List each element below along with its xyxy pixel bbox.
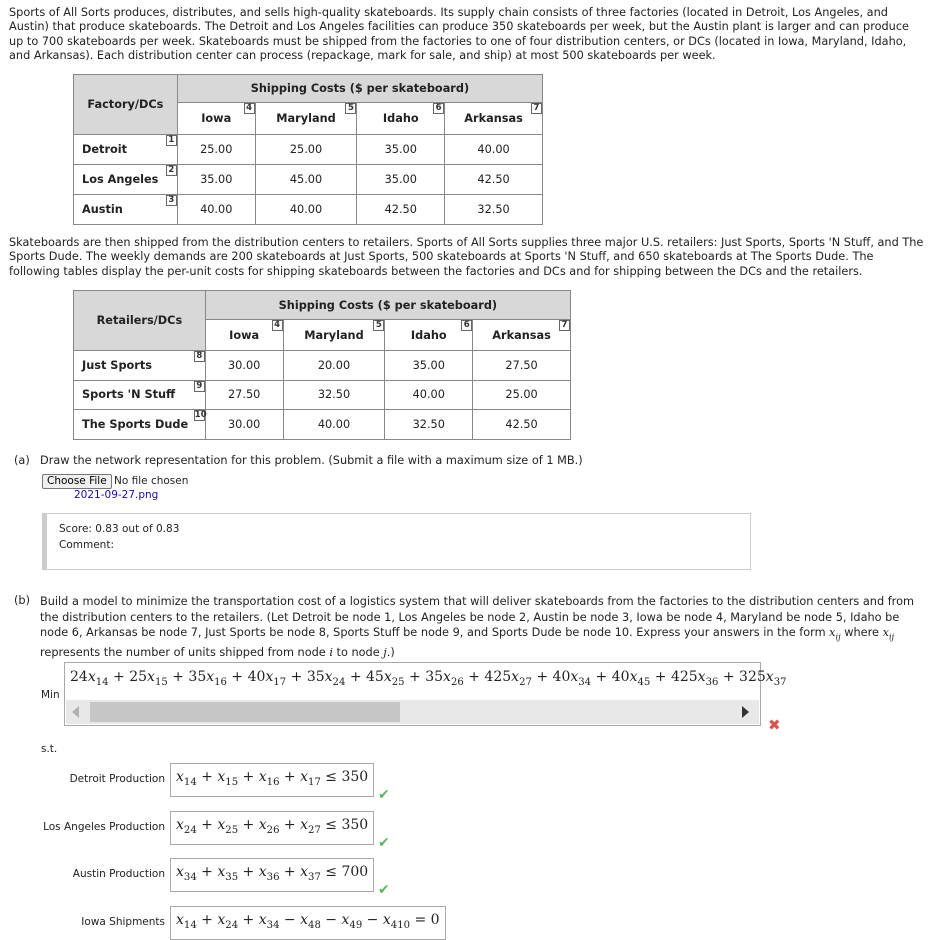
score-text: Score: 0.83 out of 0.83 xyxy=(59,523,180,535)
table2-cell: 32.50 xyxy=(385,410,473,440)
constraint-label: Los Angeles Production xyxy=(43,821,165,833)
scroll-thumb[interactable] xyxy=(90,702,400,722)
scroll-left-icon[interactable] xyxy=(72,706,79,718)
factory-dc-cost-table xyxy=(73,74,543,225)
table1-row-node-number: 3 xyxy=(166,195,177,206)
constraint-label: Austin Production xyxy=(72,868,165,880)
table2-row-node-number: 8 xyxy=(194,351,205,362)
table1-cell: 45.00 xyxy=(255,165,357,195)
table1-col-arkansas: Arkansas 7 xyxy=(445,103,543,135)
plus-operator: + xyxy=(286,669,307,685)
table2-cell: 27.50 xyxy=(205,380,283,410)
min-label: Min xyxy=(41,689,60,701)
table1-col-iowa: Iowa 4 xyxy=(177,103,255,135)
plus-operator: + xyxy=(531,669,553,685)
table1-cell: 25.00 xyxy=(255,135,357,165)
objective-term: $40x_{34}$ xyxy=(552,669,592,688)
objective-term: $325x_{37}$ xyxy=(739,669,787,688)
table1-cell: 35.00 xyxy=(357,135,445,165)
objective-expression xyxy=(70,669,787,688)
table2-cell: 40.00 xyxy=(385,380,473,410)
plus-operator: + xyxy=(591,669,612,685)
table1-cell: 42.50 xyxy=(445,165,543,195)
table2-cell: 35.00 xyxy=(385,351,473,381)
plus-operator: + xyxy=(718,669,740,685)
objective-term: $35x_{16}$ xyxy=(188,669,227,688)
correct-check-icon: ✔ xyxy=(378,882,390,898)
table1-group-header: Shipping Costs ($ per skateboard) xyxy=(177,75,542,103)
table1-col-node-number: 4 xyxy=(244,103,255,114)
table2-cell: 27.50 xyxy=(473,351,571,381)
constraint-label: Iowa Shipments xyxy=(81,916,165,928)
objective-term: $40x_{45}$ xyxy=(611,669,651,688)
plus-operator: + xyxy=(108,669,130,685)
table2-row xyxy=(74,410,571,440)
part-b-question: Build a model to minimize the transportation cost of a logistics system that will deliver skateboards from the factories to the distribution centers and from the distribution centers to the retailers. (Let Detroit be node 1, Los Angeles be node 2, Austin be node 3, Iowa be node 4, Maryland be node 5, Idaho be node 6, Arkansas be node 7, Just Sports be node 8, Sports Stuff be node 9, and Sports Dude be node 10. Express your answers in the form $x_{ij}$ where $x_{ij}$ represents the number of units shipped from node i to node j.) xyxy=(40,595,914,659)
table2-cell: 30.00 xyxy=(205,410,283,440)
table2-row-label: The Sports Dude 10 xyxy=(74,410,206,440)
table1-cell: 35.00 xyxy=(357,165,445,195)
table1-row-label: Los Angeles 2 xyxy=(74,165,178,195)
objective-term: $425x_{27}$ xyxy=(484,669,532,688)
table2-row-node-number: 10 xyxy=(194,410,207,420)
table1-col-maryland: Maryland 5 xyxy=(255,103,357,135)
table1-row-label: Austin 3 xyxy=(74,195,178,225)
incorrect-icon: ✖ xyxy=(768,716,781,734)
objective-scrollbar[interactable] xyxy=(66,700,759,724)
table1-row xyxy=(74,135,543,165)
objective-term: $24x_{14}$ xyxy=(70,669,109,688)
table1-cell: 32.50 xyxy=(445,195,543,225)
table1-corner-header: Factory/DCs xyxy=(74,75,178,135)
constraint-input[interactable]: $x_{34} + x_{35} + x_{36} + x_{37} \le 700$ xyxy=(170,858,374,892)
constraint-input[interactable]: $x_{14} + x_{24} + x_{34} - x_{48} - x_{49} - x_{410} = 0$ xyxy=(170,906,446,940)
table2-corner-header: Retailers/DCs xyxy=(74,291,206,351)
table2-col-node-number: 4 xyxy=(272,320,283,331)
table2-cell: 42.50 xyxy=(473,410,571,440)
table1-row-label: Detroit 1 xyxy=(74,135,178,165)
part-a-label: (a) xyxy=(14,454,30,467)
table1-col-node-number: 7 xyxy=(531,103,542,114)
part-b-label: (b) xyxy=(14,594,30,607)
scroll-right-icon[interactable] xyxy=(742,706,749,718)
table1-cell: 40.00 xyxy=(255,195,357,225)
table2-col-node-number: 7 xyxy=(559,320,570,331)
table1-row xyxy=(74,165,543,195)
plus-operator: + xyxy=(226,669,248,685)
objective-term: $35x_{26}$ xyxy=(425,669,464,688)
plus-operator: + xyxy=(167,669,189,685)
part-a-question: Draw the network representation for this problem. (Submit a file with a maximum size of 1 MB.) xyxy=(40,454,583,467)
table2-row xyxy=(74,380,571,410)
correct-check-icon: ✔ xyxy=(378,787,390,803)
table2-col-maryland: Maryland 5 xyxy=(283,320,385,351)
objective-term: $40x_{17}$ xyxy=(247,669,287,688)
correct-check-icon: ✔ xyxy=(378,835,390,851)
table1-row xyxy=(74,195,543,225)
table1-col-idaho: Idaho 6 xyxy=(357,103,445,135)
table2-col-idaho: Idaho 6 xyxy=(385,320,473,351)
comment-label: Comment: xyxy=(59,539,114,551)
plus-operator: + xyxy=(404,669,426,685)
table1-cell: 35.00 xyxy=(177,165,255,195)
table2-cell: 25.00 xyxy=(473,380,571,410)
constraint-input[interactable]: $x_{24} + x_{25} + x_{26} + x_{27} \le 350$ xyxy=(170,811,374,845)
table1-col-node-number: 5 xyxy=(345,103,356,114)
st-label: s.t. xyxy=(41,743,58,755)
plus-operator: + xyxy=(345,669,367,685)
table2-cell: 30.00 xyxy=(205,351,283,381)
table2-row-label: Sports 'N Stuff 9 xyxy=(74,380,206,410)
table2-cell: 32.50 xyxy=(283,380,385,410)
objective-term: $35x_{24}$ xyxy=(306,669,346,688)
plus-operator: + xyxy=(650,669,671,685)
table1-row-node-number: 2 xyxy=(166,165,177,176)
intro-paragraph: Sports of All Sorts produces, distributes, and sells high-quality skateboards. Its supply chain consists of three factories (located in Detroit, Los Angeles, and Austin) that produce skateboards. The Detroit and Los Angeles facilities can produce 350 skateboards per week, but the Austin plant is larger and can produce up to 700 skateboards per week. Skateboards must be shipped from the factories to one of four distribution centers, or DCs (located in Iowa, Maryland, Idaho, and Arkansas). Each distribution center can process (repackage, mark for sale, and ship) at most 500 skateboards per week. xyxy=(9,6,909,62)
objective-term: $45x_{25}$ xyxy=(366,669,405,688)
objective-term: $425x_{36}$ xyxy=(670,669,719,688)
retailer-dc-cost-table xyxy=(73,290,571,440)
file-status-text: No file chosen xyxy=(114,475,189,487)
table2-col-node-number: 5 xyxy=(373,320,384,331)
table2-col-node-number: 6 xyxy=(461,320,472,331)
table2-cell: 40.00 xyxy=(283,410,385,440)
table1-cell: 40.00 xyxy=(445,135,543,165)
table1-col-node-number: 6 xyxy=(433,103,444,114)
retailer-paragraph: Skateboards are then shipped from the distribution centers to retailers. Sports of All Sorts supplies three major U.S. retailers: Just Sports, Sports 'N Stuff, and The Sports Dude. The weekly demands are 200 skateboards at Just Sports, 500 skateboards at Sports 'N Stuff, and 650 skateboards at The Sports Dude. The following tables display the per-unit costs for shipping skateboards between the factories and DCs and for shipping between the DCs and the retailers. xyxy=(9,236,924,278)
table2-row-label: Just Sports 8 xyxy=(74,351,206,381)
table1-cell: 25.00 xyxy=(177,135,255,165)
score-box xyxy=(42,513,751,570)
uploaded-file-link[interactable]: 2021-09-27.png xyxy=(74,489,159,501)
table2-row xyxy=(74,351,571,381)
table2-cell: 20.00 xyxy=(283,351,385,381)
choose-file-button[interactable]: Choose File xyxy=(42,474,112,489)
table2-col-arkansas: Arkansas 7 xyxy=(473,320,571,351)
table1-cell: 42.50 xyxy=(357,195,445,225)
constraint-input[interactable]: $x_{14} + x_{15} + x_{16} + x_{17} \le 350$ xyxy=(170,763,374,797)
table1-cell: 40.00 xyxy=(177,195,255,225)
objective-input[interactable] xyxy=(64,662,787,726)
plus-operator: + xyxy=(463,669,485,685)
table2-row-node-number: 9 xyxy=(194,381,205,392)
constraint-label: Detroit Production xyxy=(69,773,165,785)
table2-group-header: Shipping Costs ($ per skateboard) xyxy=(205,291,570,320)
objective-term: $25x_{15}$ xyxy=(129,669,168,688)
table1-row-node-number: 1 xyxy=(166,135,177,146)
table2-col-iowa: Iowa 4 xyxy=(205,320,283,351)
